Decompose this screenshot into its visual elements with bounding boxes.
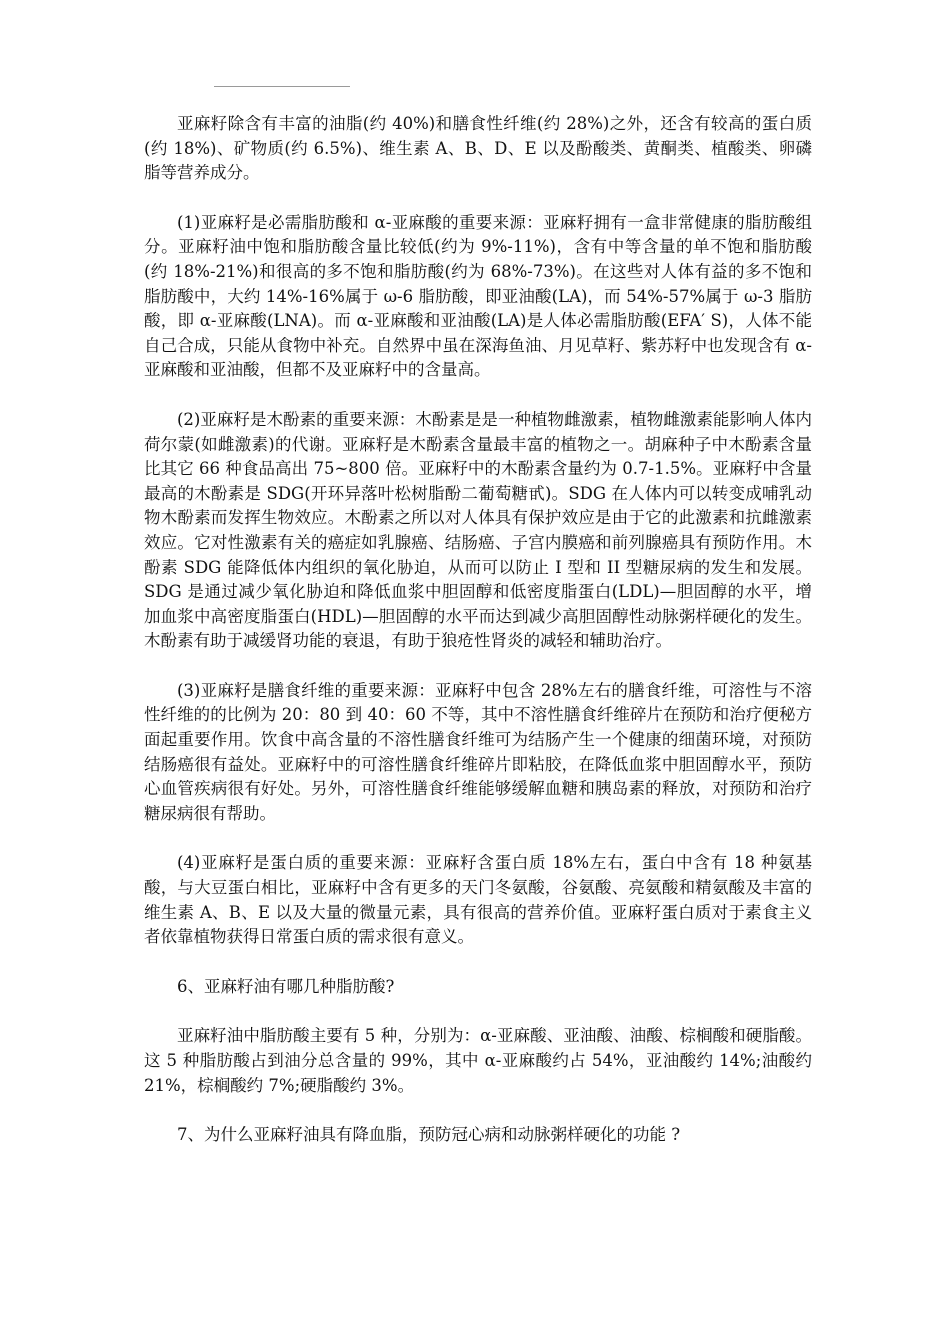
paragraph-dietary-fiber: (3)亚麻籽是膳食纤维的重要来源：亚麻籽中包含 28%左右的膳食纤维，可溶性与不溶性纤维的的比例为 20：80 到 40：60 不等，其中不溶性膳食纤维碎片在预防和治疗便秘方面起重要作用。饮食中高含量的不溶性膳食纤维可为结肠产生一个健康的细菌环境，对预防结肠癌很有益处。亚麻籽中的可溶性膳食纤维碎片即粘胶，在降低血浆中胆固醇水平，预防心血管疾病很有好处。另外，可溶性膳食纤维能够缓解血糖和胰岛素的释放，对预防和治疗糖尿病很有帮助。: [144, 680, 812, 823]
paragraph-fatty-acids: (1)亚麻籽是必需脂肪酸和 α-亚麻酸的重要来源：亚麻籽拥有一盒非常健康的脂肪酸组分。亚麻籽油中饱和脂肪酸含量比较低(约为 9%-11%)，含有中等含量的单不饱和脂肪酸(约 18%-21%)和很高的多不饱和脂肪酸(约为 68%-73%)。在这些对人体有益的多不饱和脂肪酸中，大约 14%-16%属于 ω-6 脂肪酸，即亚油酸(LA)，而 54%-57%属于 ω-3 脂肪酸，即 α-亚麻酸(LNA)。而 α-亚麻酸和亚油酸(LA)是人体必需脂肪酸(EFA′ S)，人体不能自己合成，只能从食物中补充。自然界中虽在深海鱼油、月见草籽、紫苏籽中也发现含有 α-亚麻酸和亚油酸，但都不及亚麻籽中的含量高。: [144, 212, 812, 380]
paragraph-oil-fatty-acids: 亚麻籽油中脂肪酸主要有 5 种，分别为：α-亚麻酸、亚油酸、油酸、棕榈酸和硬脂酸。这 5 种脂肪酸占到油分总含量的 99%，其中 α-亚麻酸约占 54%，亚油酸约 14%;油酸约 21%，棕榈酸约 7%;硬脂酸约 3%。: [144, 1026, 812, 1095]
paragraph-lignans: (2)亚麻籽是木酚素的重要来源：木酚素是是一种植物雌激素，植物雌激素能影响人体内荷尔蒙(如雌激素)的代谢。亚麻籽是木酚素含量最丰富的植物之一。胡麻种子中木酚素含量比其它 66 种食品高出 75~800 倍。亚麻籽中的木酚素含量约为 0.7-1.5%。亚麻籽中含量最高的木酚素是 SDG(开环异落叶松树脂酚二葡萄糖甙)。SDG 在人体内可以转变成哺乳动物木酚素而发挥生物效应。木酚素之所以对人体具有保护效应是由于它的此激素和抗雌激素效应。它对性激素有关的癌症如乳腺癌、结肠癌、子宫内膜癌和前列腺癌具有预防作用。木酚素 SDG 能降低体内组织的氧化胁迫，从而可以防止 I 型和 II 型糖尿病的发生和发展。SDG 是通过减少氧化胁迫和降低血浆中胆固醇和低密度脂蛋白(LDL)—胆固醇的水平，增加血浆中高密度脂蛋白(HDL)—胆固醇的水平而达到减少高胆固醇性动脉粥样硬化的发生。木酚素有助于减缓肾功能的衰退，有助于狼疮性肾炎的减轻和辅助治疗。: [144, 409, 812, 651]
intro-paragraph: 亚麻籽除含有丰富的油脂(约 40%)和膳食性纤维(约 28%)之外，还含有较高的蛋白质(约 18%)、矿物质(约 6.5%)、维生素 A、B、D、E 以及酚酸类、黄酮类、植酸类、卵磷脂等营养成分。: [144, 114, 812, 183]
question-heading-6: 6、亚麻籽油有哪几种脂肪酸?: [177, 976, 395, 996]
document-body: [144, 112, 812, 1173]
header-divider: [214, 86, 350, 87]
question-heading-7: 7、为什么亚麻籽油具有降血脂，预防冠心病和动脉粥样硬化的功能 ?: [177, 1125, 681, 1145]
paragraph-protein: (4)亚麻籽是蛋白质的重要来源：亚麻籽含蛋白质 18%左右，蛋白中含有 18 种氨基酸，与大豆蛋白相比，亚麻籽中含有更多的天门冬氨酸，谷氨酸、亮氨酸和精氨酸及丰富的维生素 A、B、E 以及大量的微量元素，具有很高的营养价值。亚麻籽蛋白质对于素食主义者依靠植物获得日常蛋白质的需求很有意义。: [144, 853, 812, 947]
